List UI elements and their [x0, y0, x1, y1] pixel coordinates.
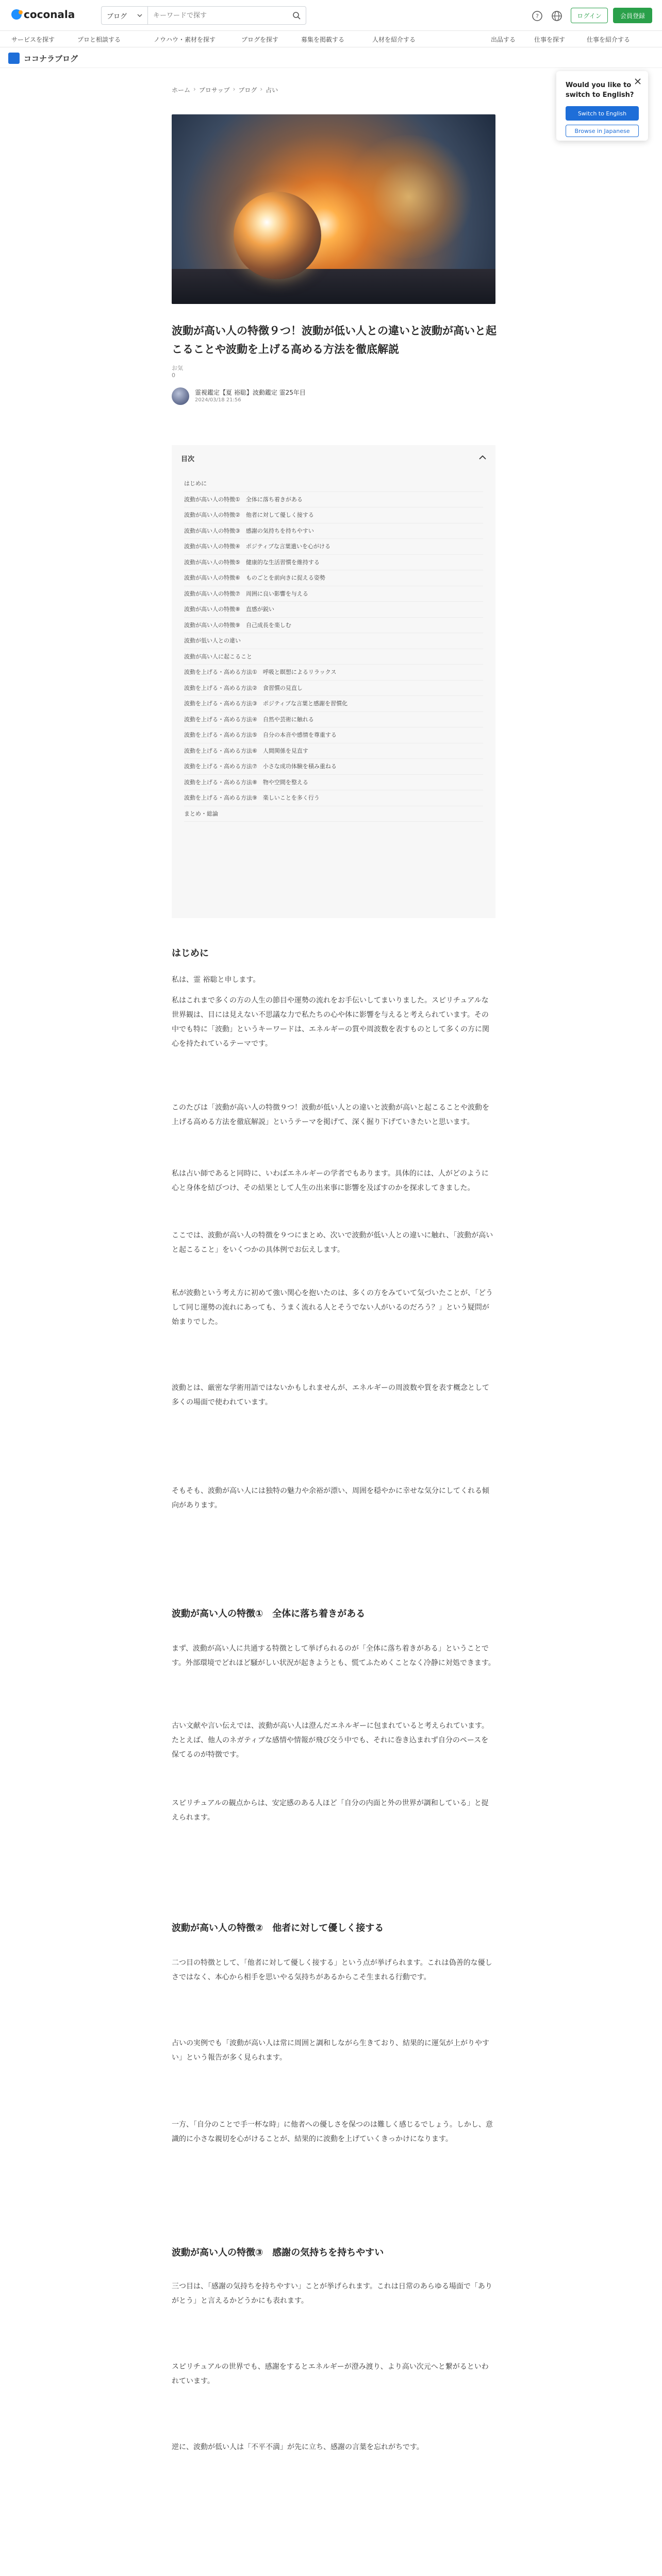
search-category-select[interactable] [102, 7, 148, 24]
publish-date: 2024/03/18 21:56 [195, 397, 241, 403]
section-paragraph: 私が波動という考え方に初めて強い関心を抱いたのは、多くの方をみていて気づいたことが、「どうして同じ運勢の流れにあっても、うまく流れる人とそうでない人がいるのだろう？」という疑問が始まりでした。 [172, 1289, 493, 1326]
blog-logo-icon [8, 53, 20, 64]
language-popup [556, 71, 648, 141]
category-nav-item[interactable]: ブログを探す [241, 36, 279, 43]
toc-item[interactable]: 波動を上げる・高める方法⑧ 物や空間を整える [184, 775, 483, 791]
breadcrumb-item[interactable]: ホーム [172, 87, 191, 94]
hero-image [172, 114, 495, 304]
like-label[interactable]: お気 [172, 365, 183, 371]
chevron-up-icon[interactable] [479, 454, 486, 460]
section-paragraph: 私は、霊 裕聡と申します。 [172, 976, 260, 984]
section-paragraph: このたびは「波動が高い人の特徴９つ！波動が低い人との違いと波動が高いと起こることや波動を上げる高める方法を徹底解説」というテーマを掲げて、深く掘り下げていきたいと思います。 [172, 1104, 489, 1126]
section-paragraph: 占いの実例でも「波動が高い人は常に周囲と調和しながら生きており、結果的に運気が上がりやすい」という報告が多く見られます。 [172, 2039, 489, 2062]
blog-subbar [0, 47, 662, 68]
section-paragraph: ここでは、波動が高い人の特徴を９つにまとめ、次いで波動が低い人との違いに触れ、「波動が高いと起こること」をいくつかの具体例でお伝えします。 [172, 1231, 493, 1254]
toc-item[interactable]: 波動が高い人の特徴⑨ 自己成長を楽しむ [184, 618, 483, 634]
blog-title: ココナラブログ [24, 54, 78, 63]
hero-light-glow [342, 135, 476, 259]
section-paragraph: 私は占い師であると同時に、いわばエネルギーの学者でもあります。具体的には、人がどのように心と身体を結びつけ、その結果として人生の出来事に影響を及ぼすのかを探求してきました。 [172, 1170, 489, 1192]
article-title: 波動が高い人の特徴９つ！波動が低い人との違いと波動が高いと起こることや波動を上げる高める方法を徹底解説 [172, 325, 496, 355]
toc-item[interactable]: まとめ・総論 [184, 806, 483, 822]
breadcrumb-item[interactable]: 占い [266, 87, 278, 94]
section-paragraph: まず、波動が高い人に共通する特徴として挙げられるのが「全体に落ち着きがある」ということです。外部環境でどれほど騒がしい状況が起きようとも、慌てふためくことなく冷静に対処できます。 [172, 1645, 495, 1667]
toc-item[interactable]: 波動が高い人の特徴⑥ ものごとを前向きに捉える姿勢 [184, 570, 483, 586]
chevron-down-icon [137, 14, 142, 17]
toc-heading: 目次 [181, 455, 195, 463]
toc-item[interactable]: 波動を上げる・高める方法④ 自然や芸術に触れる [184, 712, 483, 728]
toc-item[interactable]: 波動を上げる・高める方法① 呼吸と瞑想によるリラックス [184, 665, 483, 681]
section-paragraph: スピリチュアルの世界でも、感謝をするとエネルギーが澄み渡り、より高い次元へと繋がるといわれています。 [172, 2363, 489, 2385]
crystal-ball-image [234, 192, 321, 279]
section-paragraph: そもそも、波動が高い人には独特の魅力や余裕が漂い、周囲を穏やかに幸せな気分にしてくれる傾向があります。 [172, 1487, 489, 1510]
toc-item[interactable]: 波動が高い人に起こること [184, 649, 483, 665]
switch-english-button[interactable]: Switch to English [566, 106, 639, 121]
language-popup-title: Would you like to switch to English? [566, 81, 634, 99]
section-heading: 波動が高い人の特徴① 全体に落ち着きがある [172, 1608, 366, 1619]
category-nav [0, 31, 662, 47]
section-paragraph: 一方、「自分のことで手一杯な時」に他者への優しさを保つのは難しく感じるでしょう。しかし、意識的に小さな親切を心がけることが、結果的に波動を上げていくきっかけになります。 [172, 2121, 493, 2143]
section-heading: 波動が高い人の特徴③ 感謝の気持ちを持ちやすい [172, 2247, 384, 2258]
hero-ground [172, 269, 495, 304]
category-nav-item[interactable]: ノウハウ・素材を探す [154, 36, 216, 43]
section-heading: はじめに [172, 948, 209, 959]
breadcrumb-separator: › [233, 86, 236, 93]
section-paragraph: 波動とは、厳密な学術用語ではないかもしれませんが、エネルギーの周波数や質を表す概念として多くの場面で使われています。 [172, 1384, 489, 1406]
category-nav-item[interactable]: サービスを探す [11, 36, 55, 43]
toc-item[interactable]: 波動を上げる・高める方法② 食習慣の見直し [184, 681, 483, 697]
help-icon[interactable] [532, 10, 543, 22]
category-nav-item[interactable]: 募集を掲載する [301, 36, 345, 43]
section-heading: 波動が高い人の特徴② 他者に対して優しく接する [172, 1923, 384, 1934]
breadcrumb [172, 86, 278, 94]
browse-japanese-button[interactable]: Browse in Japanese [566, 125, 639, 137]
category-nav-item[interactable]: プロと相談する [77, 36, 121, 43]
toc-item[interactable]: 波動が高い人の特徴⑤ 健康的な生活習慣を維持する [184, 555, 483, 571]
section-paragraph: スピリチュアルの観点からは、安定感のある人ほど「自分の内面と外の世界が調和している」と捉えられます。 [172, 1799, 489, 1822]
login-button[interactable]: ログイン [571, 8, 608, 23]
section-paragraph: 二つ目の特徴として、「他者に対して優しく接する」という点が挙げられます。これは偽善的な優しさではなく、本心から相手を思いやる気持ちがあるからこそ生まれる行動です。 [172, 1959, 492, 1981]
search-button[interactable] [287, 7, 306, 24]
author-avatar[interactable] [172, 387, 189, 405]
register-button[interactable]: 会員登録 [613, 8, 652, 23]
category-nav-item[interactable]: 仕事を紹介する [587, 36, 631, 43]
table-of-contents [172, 445, 495, 918]
toc-item[interactable]: 波動を上げる・高める方法⑨ 楽しいことを多く行う [184, 790, 483, 806]
site-header [0, 0, 662, 31]
svg-text:?: ? [536, 13, 539, 20]
breadcrumb-item[interactable]: プロサップ [198, 87, 230, 94]
section-paragraph: 三つ目は、「感謝の気持ちを持ちやすい」ことが挙げられます。これは日常のあらゆる場面で「ありがとう」と言えるかどうかにも表れます。 [172, 2282, 492, 2305]
search-box [101, 6, 306, 25]
breadcrumb-separator: › [260, 86, 263, 93]
category-nav-item[interactable]: 仕事を探す [534, 36, 566, 43]
site-logo[interactable] [11, 8, 75, 21]
toc-item[interactable]: 波動が高い人の特徴① 全体に落ち着きがある [184, 492, 483, 508]
toc-list [184, 476, 483, 822]
author-name[interactable]: 霊視鑑定【夏 裕聡】波動鑑定 霊25年目 [195, 389, 306, 396]
section-paragraph: 古い文献や言い伝えでは、波動が高い人は澄んだエネルギーに包まれていると考えられています。たとえば、他人のネガティブな感情や情報が飛び交う中でも、それに巻き込まれず自分のペースを保てるのが特徴です。 [172, 1722, 489, 1759]
search-icon [292, 11, 301, 20]
toc-item[interactable]: 波動が低い人との違い [184, 633, 483, 649]
toc-item[interactable]: 波動を上げる・高める方法⑥ 人間関係を見直す [184, 743, 483, 759]
category-nav-item[interactable]: 人材を紹介する [372, 36, 416, 43]
section-paragraph: 逆に、波動が低い人は「不平不満」が先に立ち、感謝の言葉を忘れがちです。 [172, 2443, 424, 2451]
category-nav-item[interactable]: 出品する [491, 36, 516, 43]
breadcrumb-separator: › [193, 86, 196, 93]
like-count: 0 [172, 372, 175, 379]
toc-item[interactable]: 波動を上げる・高める方法③ ポジティブな言葉と感謝を習慣化 [184, 696, 483, 712]
close-icon[interactable] [635, 78, 641, 84]
globe-icon[interactable] [551, 10, 562, 22]
toc-item[interactable]: 波動を上げる・高める方法⑤ 自分の本音や感情を尊重する [184, 727, 483, 743]
toc-item[interactable]: 波動を上げる・高める方法⑦ 小さな成功体験を積み重ねる [184, 759, 483, 775]
section-paragraph: 私はこれまで多くの方の人生の節目や運勢の流れをお手伝いしてまいりました。スピリチュアルな世界観は、目には見えない不思議な力で私たちの心や体に影響を与えると考えられています。その中でも特に「波動」というキーワードは、エネルギーの質や周波数を表すものとして多くの方に関心を持たれているテーマです。 [172, 996, 489, 1048]
toc-item[interactable]: はじめに [184, 476, 483, 492]
search-category-label: ブログ [107, 12, 127, 21]
search-input[interactable] [148, 7, 287, 24]
toc-item[interactable]: 波動が高い人の特徴② 他者に対して優しく接する [184, 507, 483, 523]
toc-item[interactable]: 波動が高い人の特徴⑧ 直感が鋭い [184, 602, 483, 618]
breadcrumb-item[interactable]: ブログ [238, 87, 257, 94]
toc-item[interactable]: 波動が高い人の特徴④ ポジティブな言葉遣いを心がける [184, 539, 483, 555]
coconala-logo-icon [11, 9, 22, 20]
blog-home-link[interactable] [8, 53, 78, 64]
toc-item[interactable]: 波動が高い人の特徴③ 感謝の気持ちを持ちやすい [184, 523, 483, 539]
site-logo-text: coconala [24, 8, 75, 21]
toc-item[interactable]: 波動が高い人の特徴⑦ 周囲に良い影響を与える [184, 586, 483, 602]
